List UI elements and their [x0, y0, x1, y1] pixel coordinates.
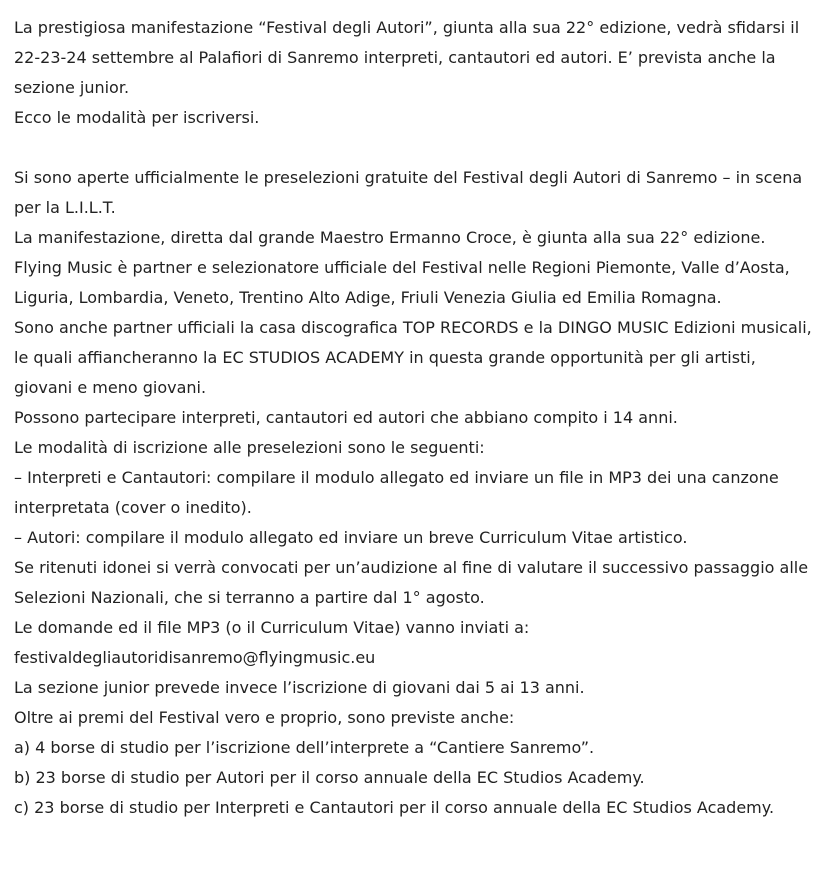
- authors-instructions: – Autori: compilare il modulo allegato ed inviare un breve Curriculum Vitae artistico.: [14, 528, 688, 547]
- junior-section: La sezione junior prevede invece l’iscrizione di giovani dai 5 ai 13 anni.: [14, 678, 585, 697]
- performers-instructions: – Interpreti e Cantautori: compilare il modulo allegato ed inviare un file in MP3 dei una canzone interpretata (cover o inedito).: [14, 468, 779, 517]
- intro-how-to-register: Ecco le modalità per iscriversi.: [14, 108, 260, 127]
- submission-info: Le domande ed il file MP3 (o il Curriculum Vitae) vanno inviati a:: [14, 618, 530, 637]
- details-section: [14, 163, 818, 823]
- eligibility: Possono partecipare interpreti, cantautori ed autori che abbiano compito i 14 anni.: [14, 408, 678, 427]
- audition-info: Se ritenuti idonei si verrà convocati per un’audizione al fine di valutare il successivo passaggio alle Selezioni Nazionali, che si terranno a partire dal 1° agosto.: [14, 558, 809, 607]
- edition-info: La manifestazione, diretta dal grande Maestro Ermanno Croce, è giunta alla sua 22° edizione.: [14, 228, 766, 247]
- prize-item-c: c) 23 borse di studio per Interpreti e Cantautori per il corso annuale della EC Studios Academy.: [14, 798, 775, 817]
- prizes-intro: Oltre ai premi del Festival vero e proprio, sono previste anche:: [14, 708, 515, 727]
- official-partners: Sono anche partner ufficiali la casa discografica TOP RECORDS e la DINGO MUSIC Edizioni musicali, le quali affiancheranno la EC STUDIOS ACADEMY in questa grande opportunità per gli artisti, giovani e meno giovani.: [14, 318, 812, 397]
- prize-item-b: b) 23 borse di studio per Autori per il corso annuale della EC Studios Academy.: [14, 768, 645, 787]
- registration-methods-heading: Le modalità di iscrizione alle preselezioni sono le seguenti:: [14, 438, 485, 457]
- partner-regions: Flying Music è partner e selezionatore ufficiale del Festival nelle Regioni Piemonte, Valle d’Aosta, Liguria, Lombardia, Veneto, Trentino Alto Adige, Friuli Venezia Giulia ed Emilia Romagna.: [14, 258, 790, 307]
- preselection-announcement: Si sono aperte ufficialmente le preselezioni gratuite del Festival degli Autori di Sanremo – in scena per la L.I.L.T.: [14, 168, 803, 217]
- contact-email: festivaldegliautoridisanremo@flyingmusic.eu: [14, 648, 376, 667]
- intro-paragraph: La prestigiosa manifestazione “Festival degli Autori”, giunta alla sua 22° edizione, vedrà sfidarsi il 22-23-24 settembre al Palafiori di Sanremo interpreti, cantautori ed autori. E’ prevista anche la sezione junior.: [14, 18, 800, 97]
- article-body: [14, 13, 818, 823]
- prize-item-a: a) 4 borse di studio per l’iscrizione dell’interprete a “Cantiere Sanremo”.: [14, 738, 595, 757]
